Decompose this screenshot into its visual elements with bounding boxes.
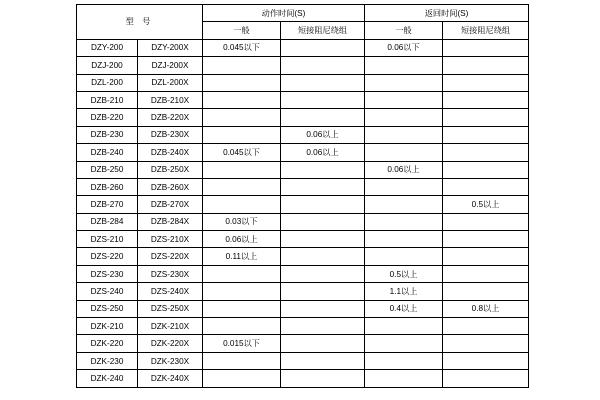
cell-action-damped — [281, 39, 365, 56]
cell-return-damped — [443, 144, 529, 161]
cell-return-normal — [365, 91, 443, 108]
cell-action-normal — [203, 265, 281, 282]
cell-return-damped — [443, 231, 529, 248]
cell-model-b: DZB-270X — [138, 196, 203, 213]
cell-action-normal — [203, 300, 281, 317]
cell-action-damped: 0.06以上 — [281, 126, 365, 143]
cell-model-a: DZJ-200 — [77, 57, 138, 74]
cell-action-normal — [203, 196, 281, 213]
cell-model-a: DZB-270 — [77, 196, 138, 213]
relay-timing-table — [76, 4, 529, 388]
cell-return-normal: 0.06以上 — [365, 161, 443, 178]
table-row — [77, 352, 529, 369]
cell-return-damped — [443, 109, 529, 126]
cell-return-normal — [365, 248, 443, 265]
cell-model-a: DZS-230 — [77, 265, 138, 282]
cell-model-b: DZB-230X — [138, 126, 203, 143]
table-row — [77, 161, 529, 178]
cell-model-a: DZK-230 — [77, 352, 138, 369]
cell-return-damped — [443, 265, 529, 282]
cell-action-normal: 0.11以上 — [203, 248, 281, 265]
cell-action-damped — [281, 370, 365, 387]
cell-model-b: DZS-240X — [138, 283, 203, 300]
cell-model-a: DZK-220 — [77, 335, 138, 352]
cell-action-damped — [281, 74, 365, 91]
cell-model-a: DZB-240 — [77, 144, 138, 161]
table-row — [77, 178, 529, 195]
cell-model-b: DZK-240X — [138, 370, 203, 387]
cell-action-damped — [281, 109, 365, 126]
cell-action-damped — [281, 213, 365, 230]
cell-action-damped — [281, 178, 365, 195]
cell-model-b: DZK-230X — [138, 352, 203, 369]
cell-model-a: DZS-210 — [77, 231, 138, 248]
cell-action-normal — [203, 91, 281, 108]
cell-return-normal — [365, 231, 443, 248]
cell-return-normal — [365, 109, 443, 126]
cell-action-damped: 0.06以上 — [281, 144, 365, 161]
cell-action-damped — [281, 318, 365, 335]
table-row — [77, 370, 529, 387]
cell-action-damped — [281, 57, 365, 74]
cell-model-a: DZK-210 — [77, 318, 138, 335]
cell-action-normal — [203, 161, 281, 178]
cell-return-damped — [443, 248, 529, 265]
cell-return-normal — [365, 318, 443, 335]
table-row — [77, 126, 529, 143]
header-sub-return-normal: 一般 — [365, 22, 443, 39]
table-row — [77, 318, 529, 335]
cell-model-a: DZB-284 — [77, 213, 138, 230]
cell-return-normal — [365, 178, 443, 195]
table-row — [77, 265, 529, 282]
cell-return-normal — [365, 196, 443, 213]
cell-return-damped — [443, 57, 529, 74]
cell-action-damped — [281, 161, 365, 178]
cell-model-a: DZK-240 — [77, 370, 138, 387]
cell-action-damped — [281, 283, 365, 300]
table-row — [77, 335, 529, 352]
cell-return-normal — [365, 126, 443, 143]
cell-model-b: DZS-210X — [138, 231, 203, 248]
table-row — [77, 283, 529, 300]
header-model: 型 号 — [77, 5, 203, 40]
cell-action-normal — [203, 109, 281, 126]
cell-return-normal — [365, 352, 443, 369]
header-group-action-time: 动作时间(S) — [203, 5, 365, 22]
cell-return-normal — [365, 213, 443, 230]
cell-action-normal — [203, 126, 281, 143]
cell-model-a: DZS-250 — [77, 300, 138, 317]
cell-model-b: DZB-250X — [138, 161, 203, 178]
cell-model-a: DZL-200 — [77, 74, 138, 91]
cell-return-damped — [443, 283, 529, 300]
cell-action-normal — [203, 283, 281, 300]
table-header-row-groups — [77, 5, 529, 22]
cell-return-damped — [443, 213, 529, 230]
table-row — [77, 57, 529, 74]
table-row — [77, 39, 529, 56]
cell-model-b: DZY-200X — [138, 39, 203, 56]
cell-model-a: DZS-220 — [77, 248, 138, 265]
cell-model-b: DZL-200X — [138, 74, 203, 91]
cell-return-normal — [365, 144, 443, 161]
cell-return-normal: 0.4以上 — [365, 300, 443, 317]
cell-return-normal — [365, 335, 443, 352]
cell-action-normal: 0.03以下 — [203, 213, 281, 230]
cell-model-a: DZB-250 — [77, 161, 138, 178]
cell-return-damped: 0.5以上 — [443, 196, 529, 213]
cell-model-a: DZB-230 — [77, 126, 138, 143]
cell-return-normal: 0.06以下 — [365, 39, 443, 56]
cell-return-damped — [443, 126, 529, 143]
cell-action-normal: 0.045以下 — [203, 144, 281, 161]
cell-return-damped — [443, 39, 529, 56]
cell-model-a: DZY-200 — [77, 39, 138, 56]
cell-model-b: DZK-210X — [138, 318, 203, 335]
cell-action-normal — [203, 318, 281, 335]
cell-model-b: DZB-210X — [138, 91, 203, 108]
cell-return-damped — [443, 352, 529, 369]
table-row — [77, 300, 529, 317]
cell-action-normal: 0.06以上 — [203, 231, 281, 248]
cell-model-a: DZS-240 — [77, 283, 138, 300]
cell-action-normal — [203, 352, 281, 369]
table-row — [77, 231, 529, 248]
header-sub-action-damped: 短接阻尼绕组 — [281, 22, 365, 39]
cell-action-normal — [203, 57, 281, 74]
table-head — [77, 5, 529, 40]
cell-model-b: DZS-250X — [138, 300, 203, 317]
cell-return-damped — [443, 91, 529, 108]
cell-model-a: DZB-210 — [77, 91, 138, 108]
cell-return-normal — [365, 370, 443, 387]
header-sub-return-damped: 短接阻尼绕组 — [443, 22, 529, 39]
cell-action-damped — [281, 335, 365, 352]
cell-action-damped — [281, 300, 365, 317]
cell-model-b: DZB-284X — [138, 213, 203, 230]
header-sub-action-normal: 一般 — [203, 22, 281, 39]
cell-model-b: DZB-260X — [138, 178, 203, 195]
table-row — [77, 144, 529, 161]
cell-action-damped — [281, 352, 365, 369]
table-row — [77, 91, 529, 108]
cell-action-damped — [281, 196, 365, 213]
cell-action-damped — [281, 248, 365, 265]
cell-return-damped — [443, 74, 529, 91]
cell-return-normal — [365, 57, 443, 74]
cell-return-damped — [443, 335, 529, 352]
table-row — [77, 213, 529, 230]
cell-return-damped: 0.8以上 — [443, 300, 529, 317]
table-body — [77, 39, 529, 387]
cell-return-damped — [443, 370, 529, 387]
table-row — [77, 196, 529, 213]
table-row — [77, 109, 529, 126]
cell-action-normal: 0.045以下 — [203, 39, 281, 56]
cell-model-b: DZK-220X — [138, 335, 203, 352]
cell-action-damped — [281, 265, 365, 282]
cell-model-b: DZB-220X — [138, 109, 203, 126]
cell-return-normal — [365, 74, 443, 91]
header-group-return-time: 返回时间(S) — [365, 5, 529, 22]
cell-action-normal — [203, 74, 281, 91]
cell-action-normal — [203, 178, 281, 195]
cell-model-b: DZS-230X — [138, 265, 203, 282]
cell-return-normal: 0.5以上 — [365, 265, 443, 282]
cell-return-damped — [443, 178, 529, 195]
cell-action-damped — [281, 91, 365, 108]
cell-model-b: DZB-240X — [138, 144, 203, 161]
cell-return-damped — [443, 318, 529, 335]
cell-action-normal: 0.015以下 — [203, 335, 281, 352]
cell-model-b: DZJ-200X — [138, 57, 203, 74]
cell-action-normal — [203, 370, 281, 387]
cell-return-damped — [443, 161, 529, 178]
table-row — [77, 248, 529, 265]
cell-model-b: DZS-220X — [138, 248, 203, 265]
cell-action-damped — [281, 231, 365, 248]
cell-model-a: DZB-220 — [77, 109, 138, 126]
table-row — [77, 74, 529, 91]
cell-return-normal: 1.1以上 — [365, 283, 443, 300]
cell-model-a: DZB-260 — [77, 178, 138, 195]
